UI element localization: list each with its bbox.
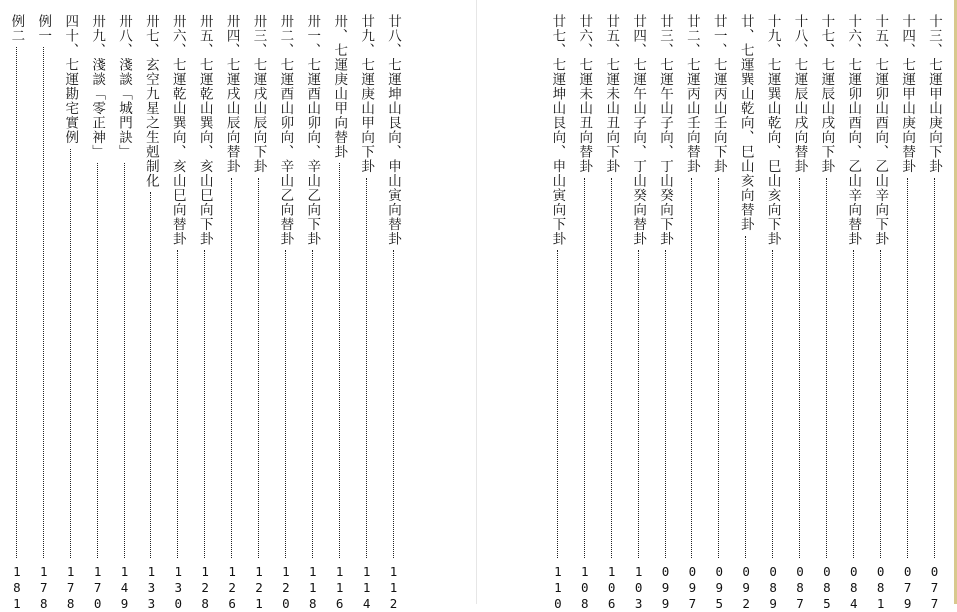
toc-entry[interactable] [869,14,891,612]
toc-entry-title: 廿九、七運庚山甲向下卦 [358,14,375,174]
toc-entry-title: 卅六、七運乾山巽向、亥山巳向替卦 [169,14,186,246]
toc-entry-title: 十四、七運甲山庚向替卦 [899,14,916,174]
toc-entry[interactable] [59,14,81,612]
toc-entry-title: 廿八、七運坤山艮向、申山寅向替卦 [385,14,401,246]
toc-entry-page-number: 181 [9,564,25,612]
dot-leader [665,250,666,558]
toc-entry-title: 卅三、七運戌山辰向下卦 [250,14,267,174]
toc-entry-title: 卅五、七運乾山巽向、亥山巳向下卦 [196,14,213,246]
toc-entry[interactable] [762,14,784,612]
toc-entry-page-number: 089 [765,564,781,612]
dot-leader [799,178,800,559]
dot-leader [584,178,585,559]
toc-entry-title: 四十、七運勘宅實例 [62,14,79,145]
dot-leader [557,250,558,558]
toc-entry-page-number: 110 [550,564,566,612]
toc-entry-title: 廿六、七運未山丑向替卦 [576,14,593,174]
toc-entry-page-number: 095 [711,564,727,612]
toc-entry-title: 卅、七運庚山甲向替卦 [331,14,348,159]
toc-entry[interactable] [301,14,323,612]
toc-entry-page-number: 128 [197,564,213,612]
dot-leader [312,250,313,558]
toc-entry-page-number: 133 [143,564,159,612]
toc-entry-title: 廿五、七運未山丑向下卦 [603,14,620,174]
dot-leader [258,178,259,559]
toc-entry-page-number: 178 [36,564,52,612]
toc-entry-page-number: 116 [332,564,348,612]
dot-leader [204,250,205,558]
toc-entry-page-number: 178 [63,564,79,612]
toc-entry[interactable] [167,14,189,612]
dot-leader [124,163,125,558]
toc-entry[interactable] [681,14,703,612]
toc-entry[interactable] [708,14,730,612]
toc-entry-title: 廿、七運巽山乾向、巳山亥向替卦 [737,14,754,232]
dot-leader [43,47,44,558]
toc-entry[interactable] [546,14,568,612]
toc-entry-page-number: 130 [170,564,186,612]
toc-entry-title: 十八、七運辰山戌向替卦 [791,14,808,174]
dot-leader [880,250,881,558]
toc-entry[interactable] [194,14,216,612]
toc-entry[interactable] [842,14,864,612]
toc-entry-title: 十九、七運巽山乾向、巳山亥向下卦 [764,14,781,246]
dot-leader [97,163,98,558]
toc-entry-title: 廿三、七運午山子向、丁山癸向下卦 [657,14,673,246]
dot-leader [745,236,746,559]
toc-entry[interactable] [627,14,649,612]
toc-entry-page-number: 087 [792,564,808,612]
toc-entry-title: 十三、七運甲山庚向下卦 [926,14,942,174]
toc-entry-page-number: 099 [658,564,673,612]
dot-leader [934,178,935,559]
toc-entry-title: 廿七、七運坤山艮向、申山寅向下卦 [549,14,566,246]
toc-entry[interactable] [789,14,811,612]
toc-entry-title: 例二 [8,14,25,43]
toc-entry[interactable] [113,14,135,612]
toc-entry[interactable] [923,14,945,612]
toc-page-left [0,0,476,612]
dot-leader [638,250,639,558]
toc-page-right [484,0,957,612]
toc-entry-title: 十七、七運辰山戌向下卦 [818,14,835,174]
dot-leader [150,192,151,558]
dot-leader [70,149,71,559]
toc-entry-page-number: 121 [251,564,267,612]
toc-entry-title: 廿四、七運午山子向、丁山癸向替卦 [630,14,647,246]
toc-entry[interactable] [815,14,837,612]
toc-entry[interactable] [140,14,162,612]
toc-entry-page-number: 126 [224,564,240,612]
dot-leader [691,178,692,559]
toc-entry-page-number: 120 [278,564,294,612]
toc-entry-page-number: 092 [738,564,754,612]
toc-entry-page-number: 112 [386,564,401,612]
dot-leader [718,178,719,559]
toc-entry-page-number: 114 [359,564,375,612]
toc-entry-page-number: 118 [305,564,321,612]
toc-entry-page-number: 103 [631,564,647,612]
toc-entry[interactable] [86,14,108,612]
toc-entry-title: 卅一、七運酉山卯向、辛山乙向下卦 [304,14,321,246]
toc-entry[interactable] [654,14,676,612]
dot-leader [177,250,178,558]
toc-entry-page-number: 170 [90,564,106,612]
toc-entry[interactable] [600,14,622,612]
toc-entry[interactable] [573,14,595,612]
toc-entry[interactable] [328,14,350,612]
toc-entry-title: 卅九、淺談「零正神」 [89,14,106,159]
toc-entry-page-number: 108 [577,564,593,612]
toc-entry-page-number: 149 [117,564,132,612]
toc-entry-title: 卅八、淺談「城門訣」 [116,14,132,159]
toc-entry-title: 十五、七運卯山酉向、乙山辛向下卦 [872,14,889,246]
toc-entry-page-number: 106 [604,564,620,612]
toc-entry-title: 廿一、七運丙山壬向下卦 [710,14,727,174]
dot-leader [393,250,394,558]
dot-leader [611,178,612,559]
toc-entry-page-number: 077 [927,564,942,612]
toc-entry[interactable] [5,14,27,612]
toc-entry-title: 卅七、玄空九星之生剋制化 [142,14,159,188]
toc-entry-page-number: 085 [819,564,835,612]
toc-entry[interactable] [896,14,918,612]
dot-leader [853,250,854,558]
dot-leader [826,178,827,559]
dot-leader [366,178,367,559]
toc-entry-title: 十六、七運卯山酉向、乙山辛向替卦 [845,14,862,246]
dot-leader [285,250,286,558]
dot-leader [16,47,17,558]
toc-entry-title: 例一 [35,14,52,43]
dot-leader [231,178,232,559]
toc-entry[interactable] [248,14,270,612]
toc-entry-title: 廿二、七運丙山壬向替卦 [683,14,700,174]
toc-entry-title: 卅二、七運酉山卯向、辛山乙向替卦 [277,14,294,246]
toc-entry[interactable] [355,14,377,612]
toc-entry[interactable] [735,14,757,612]
dot-leader [907,178,908,559]
toc-entry-page-number: 079 [900,564,916,612]
toc-entry[interactable] [382,14,404,612]
toc-entry[interactable] [221,14,243,612]
toc-entry[interactable] [274,14,296,612]
dot-leader [772,250,773,558]
dot-leader [339,163,340,558]
toc-entry-title: 卅四、七運戌山辰向替卦 [223,14,240,174]
toc-entry-page-number: 081 [873,564,889,612]
toc-entry-page-number: 084 [846,564,862,612]
toc-entry-page-number: 097 [684,564,700,612]
toc-entry[interactable] [32,14,54,612]
